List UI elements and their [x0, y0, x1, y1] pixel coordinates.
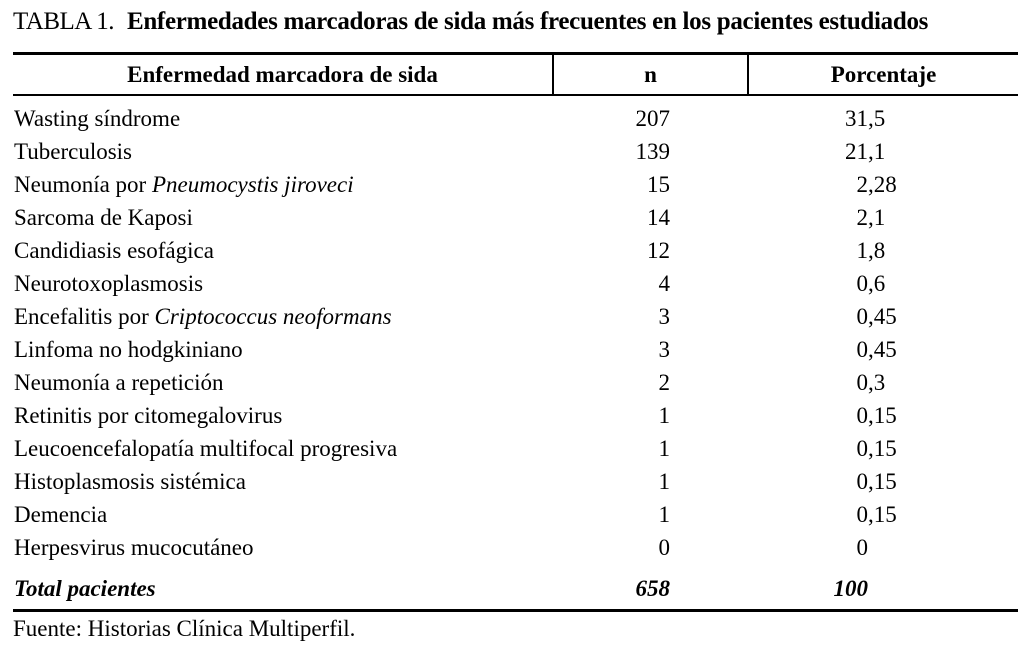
n-value: 0 — [658, 534, 670, 560]
table-title — [13, 8, 928, 36]
table-row — [13, 234, 1018, 267]
header-col-n: n — [552, 55, 747, 94]
percentage-dec: ,45 — [868, 336, 897, 362]
disease-name: Wasting síndrome — [14, 105, 181, 131]
table-row — [13, 168, 1018, 201]
n-value: 4 — [658, 270, 670, 296]
disease-name: Candidiasis esofágica — [14, 237, 214, 263]
percentage-int: 2 — [856, 171, 868, 197]
table-title-text: Enfermedades marcadoras de sida más frecuentes en los pacientes estudiados — [126, 8, 929, 35]
percentage-int: 1 — [856, 237, 868, 263]
percentage-dec: ,45 — [868, 303, 897, 329]
table-row — [13, 465, 1018, 498]
table-header-row — [13, 52, 1018, 96]
header-col-percentage: Porcentaje — [747, 55, 1018, 94]
disease-name: Leucoencefalopatía multifocal progresiva — [14, 435, 398, 461]
disease-species-italic: Pneumocystis jiroveci — [151, 171, 354, 197]
bottom-rule — [13, 609, 1018, 612]
percentage-dec: ,5 — [868, 105, 886, 131]
n-value: 3 — [658, 303, 670, 329]
n-value: 3 — [658, 336, 670, 362]
n-value: 15 — [647, 171, 670, 197]
total-row — [13, 571, 1018, 606]
n-value: 139 — [635, 138, 670, 164]
disease-name: Linfoma no hodgkiniano — [14, 336, 243, 362]
percentage-int: 2 — [856, 204, 868, 230]
percentage-int: 0 — [856, 303, 868, 329]
n-value: 1 — [658, 435, 670, 461]
percentage-dec: ,6 — [868, 270, 886, 296]
percentage-int: 0 — [856, 435, 868, 461]
percentage-int: 0 — [856, 270, 868, 296]
table-row — [13, 498, 1018, 531]
total-label: Total pacientes — [14, 575, 156, 601]
table-row — [13, 333, 1018, 366]
table-row — [13, 201, 1018, 234]
table-row — [13, 366, 1018, 399]
percentage-dec: ,15 — [868, 435, 897, 461]
disease-name: Demencia — [14, 501, 108, 527]
percentage-dec: ,1 — [868, 138, 886, 164]
percentage-dec: ,28 — [868, 171, 897, 197]
percentage-int: 21 — [845, 138, 868, 164]
percentage-dec: ,15 — [868, 468, 897, 494]
disease-name: Retinitis por citomegalovirus — [14, 402, 283, 428]
n-value: 2 — [658, 369, 670, 395]
percentage-int: 0 — [856, 501, 868, 527]
percentage-dec: ,15 — [868, 402, 897, 428]
table-body — [13, 96, 1018, 564]
percentage-int: 0 — [856, 369, 868, 395]
table-row — [13, 432, 1018, 465]
table-row — [13, 102, 1018, 135]
table-row — [13, 399, 1018, 432]
disease-name: Sarcoma de Kaposi — [14, 204, 193, 230]
table-row — [13, 135, 1018, 168]
disease-species-italic: Criptococcus neoformans — [154, 303, 392, 329]
percentage-int: 0 — [856, 336, 868, 362]
n-value: 1 — [658, 468, 670, 494]
percentage-int: 0 — [856, 534, 868, 560]
table-row — [13, 267, 1018, 300]
n-value: 12 — [647, 237, 670, 263]
percentage-int: 31 — [845, 105, 868, 131]
percentage-dec: ,3 — [868, 369, 886, 395]
disease-name: Herpesvirus mucocutáneo — [14, 534, 254, 560]
disease-name: Histoplasmosis sistémica — [14, 468, 246, 494]
disease-name: Tuberculosis — [14, 138, 132, 164]
percentage-int: 0 — [856, 468, 868, 494]
data-table — [13, 52, 1018, 612]
total-percentage-value: 100 — [833, 575, 868, 601]
percentage-int: 0 — [856, 402, 868, 428]
percentage-dec: ,15 — [868, 501, 897, 527]
disease-name: Neurotoxoplasmosis — [14, 270, 204, 296]
disease-name: Neumonía por Pneumocystis jiroveci — [14, 171, 354, 197]
n-value: 1 — [658, 402, 670, 428]
table-row — [13, 300, 1018, 333]
percentage-dec: ,8 — [868, 237, 886, 263]
disease-name: Neumonía a repetición — [14, 369, 224, 395]
n-value: 207 — [635, 105, 670, 131]
disease-name: Encefalitis por Criptococcus neoformans — [14, 303, 392, 329]
n-value: 1 — [658, 501, 670, 527]
table-row — [13, 531, 1018, 564]
source-note: Fuente: Historias Clínica Multiperfil. — [13, 616, 356, 641]
header-col-disease: Enfermedad marcadora de sida — [127, 61, 438, 87]
table-number-label: TABLA 1. — [13, 8, 114, 35]
percentage-dec: ,1 — [868, 204, 886, 230]
total-n-value: 658 — [635, 575, 670, 601]
n-value: 14 — [647, 204, 670, 230]
